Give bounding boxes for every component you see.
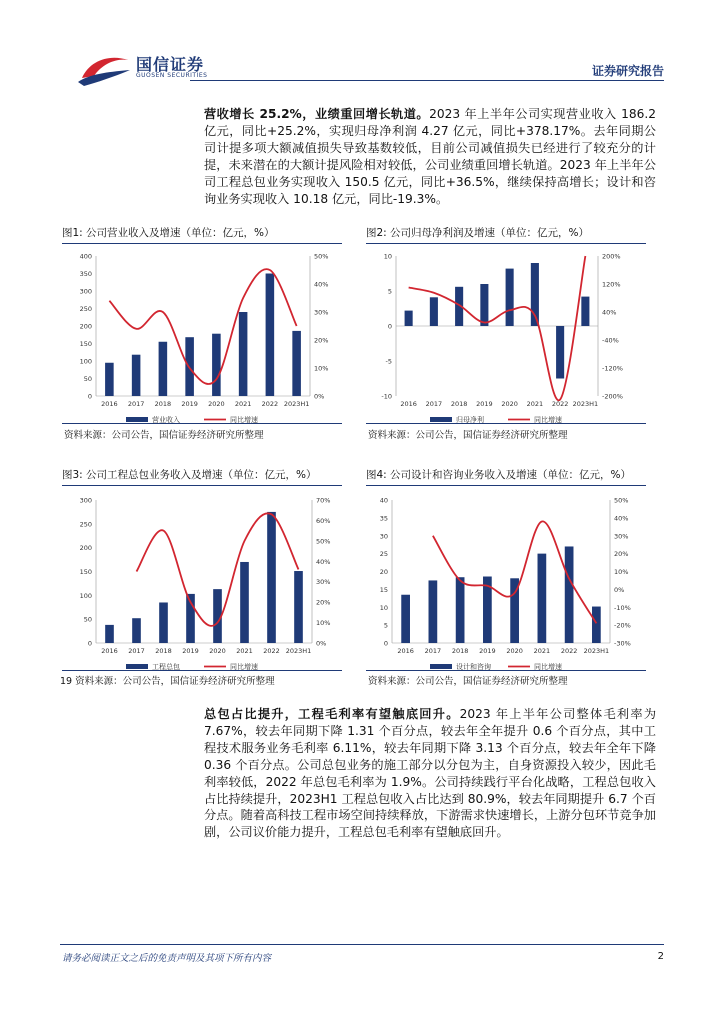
bar bbox=[401, 595, 410, 643]
legend-bar-swatch bbox=[126, 417, 148, 422]
x-tick-label: 2020 bbox=[208, 400, 225, 408]
y-tick-label: 0 bbox=[387, 322, 392, 331]
y2-tick-label: 40% bbox=[316, 557, 331, 566]
y-tick-label: 300 bbox=[79, 496, 92, 505]
x-tick-label: 2017 bbox=[127, 400, 145, 408]
y-tick-label: -5 bbox=[385, 357, 392, 366]
y2-tick-label: -120% bbox=[602, 364, 623, 373]
legend-bar-label: 工程总包 bbox=[152, 663, 180, 671]
bar bbox=[456, 577, 465, 643]
bar bbox=[240, 562, 249, 643]
y-tick-label: 350 bbox=[79, 270, 92, 278]
y2-tick-label: -30% bbox=[614, 639, 631, 648]
y2-tick-label: 10% bbox=[614, 568, 629, 576]
paragraph-revenue bbox=[204, 106, 656, 207]
bar bbox=[506, 269, 514, 326]
x-tick-label: 2019 bbox=[182, 647, 199, 655]
y-tick-label: 35 bbox=[379, 514, 388, 523]
figure-rule bbox=[62, 423, 342, 424]
y-tick-label: 250 bbox=[79, 520, 92, 529]
y-tick-label: 10 bbox=[379, 603, 388, 612]
figure-2 bbox=[366, 225, 646, 441]
figure-source: 资料来源：公司公告，国信证券经济研究所整理 bbox=[368, 430, 568, 441]
bar bbox=[592, 607, 601, 643]
footer-disclaimer: 请务必阅读正文之后的免责声明及其项下所有内容 bbox=[62, 953, 272, 964]
bar bbox=[132, 355, 141, 396]
x-tick-label: 2020 bbox=[501, 400, 518, 408]
y2-tick-label: 50% bbox=[314, 252, 329, 261]
bar bbox=[405, 311, 413, 326]
legend-line-label: 同比增速 bbox=[230, 663, 258, 671]
y2-tick-label: 50% bbox=[316, 537, 331, 546]
y2-tick-label: 40% bbox=[614, 514, 629, 523]
chart-net-profit bbox=[366, 244, 646, 424]
legend-bar-label: 设计和咨询 bbox=[456, 663, 491, 671]
legend-bar-label: 归母净利 bbox=[456, 416, 484, 424]
figure-title: 图3: 公司工程总包业务收入及增速（单位：亿元，%） bbox=[62, 469, 317, 481]
y2-tick-label: 30% bbox=[614, 532, 629, 541]
legend-bar-swatch bbox=[430, 417, 452, 422]
y-tick-label: 40 bbox=[379, 496, 388, 505]
bar bbox=[105, 625, 114, 643]
y2-tick-label: 60% bbox=[316, 516, 331, 525]
x-tick-label: 2016 bbox=[101, 647, 118, 655]
figure-1 bbox=[62, 225, 342, 441]
y2-tick-label: 30% bbox=[314, 308, 329, 317]
x-tick-label: 2019 bbox=[476, 400, 493, 408]
legend-line-label: 同比增速 bbox=[230, 416, 258, 424]
y2-tick-label: 70% bbox=[316, 496, 331, 505]
y2-tick-label: 20% bbox=[314, 336, 329, 345]
y-tick-label: 15 bbox=[379, 585, 388, 594]
figure-rule bbox=[366, 423, 646, 424]
y2-tick-label: -20% bbox=[614, 621, 631, 630]
bar bbox=[159, 342, 168, 396]
y-tick-label: 300 bbox=[79, 287, 92, 296]
bar bbox=[292, 331, 301, 396]
figure-rule bbox=[366, 670, 646, 671]
x-tick-label: 2019 bbox=[479, 647, 496, 655]
y-tick-label: 10 bbox=[383, 252, 392, 261]
bar bbox=[429, 580, 438, 643]
paragraph-body: 2023 年上半年公司整体毛利率为 7.67%，较去年同期下降 1.31 个百分点，较去年全年提升 0.6 个百分点，其中工程技术服务业务毛利率 6.11%，较去年同期下降 3.13 个百分点，较去年全年下降 0.36 个百分点。公司总包业务的施工部分以分包为主，自身资源投入较少，因此毛利率较低，2022 年总包毛利率为 1.9%。公司持续践行平台化战略，工程总包收入占比持续提升，2023H1 工程总包收入占比达到 80.9%，较去年同期提升 6.7 个百分点。随着高科技工程市场空间持续释放，下游需求快速增长，上游分包环节竞争加剧，公司议价能力提升，工程总包毛利率有望触底回升。 bbox=[204, 707, 657, 840]
y2-tick-label: 50% bbox=[614, 496, 629, 505]
figure-3 bbox=[60, 467, 342, 687]
footer-rule bbox=[60, 944, 664, 945]
x-tick-label: 2019 bbox=[181, 400, 198, 408]
x-tick-label: 2016 bbox=[101, 400, 118, 408]
x-tick-label: 2020 bbox=[209, 647, 226, 655]
bar bbox=[430, 297, 438, 326]
y2-tick-label: 0% bbox=[316, 639, 327, 648]
y2-tick-label: -40% bbox=[602, 336, 619, 345]
figure-title: 图4: 公司设计和咨询业务收入及增速（单位：亿元，%） bbox=[366, 469, 632, 481]
y-tick-label: 0 bbox=[383, 639, 388, 648]
y-tick-label: 200 bbox=[79, 544, 92, 553]
y-tick-label: 20 bbox=[379, 568, 388, 576]
legend-bar-label: 营业收入 bbox=[152, 416, 180, 424]
y2-tick-label: 30% bbox=[316, 578, 331, 587]
y-tick-label: 50 bbox=[83, 615, 92, 624]
x-tick-label: 2023H1 bbox=[283, 400, 310, 408]
x-tick-label: 2018 bbox=[155, 647, 172, 655]
y2-tick-label: 120% bbox=[602, 280, 621, 289]
bar bbox=[581, 297, 589, 326]
y-tick-label: 200 bbox=[79, 322, 92, 331]
page-number: 2 bbox=[657, 951, 664, 962]
y2-tick-label: 20% bbox=[614, 550, 629, 559]
legend-line-label: 同比增速 bbox=[534, 416, 562, 424]
figure-source: 19 资料来源：公司公告，国信证券经济研究所整理 bbox=[60, 676, 275, 687]
y-tick-label: 25 bbox=[379, 550, 388, 559]
x-tick-label: 2021 bbox=[234, 400, 252, 408]
bar bbox=[565, 546, 574, 643]
bar bbox=[239, 312, 248, 396]
x-tick-label: 2022 bbox=[560, 647, 578, 655]
x-tick-label: 2020 bbox=[506, 647, 523, 655]
paragraph-lead: 营收增长 25.2%，业绩重回增长轨道。 bbox=[204, 107, 430, 121]
legend-bar-swatch bbox=[126, 664, 148, 669]
x-tick-label: 2016 bbox=[400, 400, 417, 408]
y-tick-label: 400 bbox=[79, 252, 92, 261]
bar bbox=[294, 571, 303, 643]
chart-epc bbox=[62, 486, 342, 671]
y2-tick-label: 10% bbox=[316, 619, 331, 628]
legend-line-label: 同比增速 bbox=[534, 663, 562, 671]
chart-design-consulting bbox=[366, 486, 646, 671]
chart-revenue bbox=[62, 244, 342, 424]
y2-tick-label: 200% bbox=[602, 252, 621, 261]
y2-tick-label: 40% bbox=[314, 280, 329, 289]
x-tick-label: 2017 bbox=[425, 400, 443, 408]
y-tick-label: 100 bbox=[79, 591, 92, 600]
page-header bbox=[60, 46, 664, 90]
report-type: 证券研究报告 bbox=[591, 64, 664, 78]
y-tick-label: 250 bbox=[79, 305, 92, 313]
paragraph-margin bbox=[204, 706, 656, 841]
x-tick-label: 2017 bbox=[128, 647, 145, 655]
y-tick-label: 30 bbox=[379, 532, 388, 541]
x-tick-label: 2023H1 bbox=[583, 647, 610, 655]
y-tick-label: 5 bbox=[387, 287, 392, 296]
x-tick-label: 2018 bbox=[154, 400, 172, 408]
x-tick-label: 2018 bbox=[451, 647, 469, 655]
x-tick-label: 2022 bbox=[551, 400, 569, 408]
bar bbox=[159, 602, 168, 643]
paragraph-body: 2023 年上半年公司实现营业收入 186.2 亿元，同比+25.2%，实现归母净利润 4.27 亿元，同比+378.17%。去年同期公司计提多项大额减值损失导致基数较低，目前公司减值损失已经进行了较充分的计提，未来潜在的大额计提风险相对较低，公司业绩重回增长轨道。2023 年上半年公司工程总包业务实现收入 150.5 亿元，同比+36.5%，继续保持高增长；设计和咨询业务实现收入 10.18 亿元，同比-19.3%。 bbox=[204, 107, 657, 206]
x-tick-label: 2016 bbox=[397, 647, 414, 655]
x-tick-label: 2022 bbox=[263, 647, 280, 655]
y-tick-label: 0 bbox=[87, 639, 92, 648]
bar bbox=[266, 274, 275, 397]
y2-tick-label: -200% bbox=[602, 392, 623, 401]
figure-title: 图2: 公司归母净利润及增速（单位：亿元，%） bbox=[366, 227, 590, 239]
figure-4 bbox=[366, 467, 646, 687]
bar bbox=[105, 363, 114, 396]
logo-text-cn: 国信证券 bbox=[136, 55, 205, 74]
x-tick-label: 2021 bbox=[526, 400, 544, 408]
y2-tick-label: 40% bbox=[602, 308, 617, 317]
x-tick-label: 2021 bbox=[236, 647, 253, 655]
bar bbox=[132, 618, 141, 643]
bar bbox=[267, 512, 276, 643]
x-tick-label: 2017 bbox=[424, 647, 442, 655]
x-tick-label: 2023H1 bbox=[285, 647, 312, 655]
y-tick-label: 150 bbox=[79, 340, 92, 348]
y2-tick-label: 20% bbox=[316, 598, 331, 607]
bar bbox=[556, 326, 564, 379]
bar bbox=[538, 554, 547, 643]
bar bbox=[212, 334, 221, 396]
y-tick-label: 100 bbox=[79, 357, 92, 366]
y2-tick-label: 0% bbox=[614, 585, 625, 594]
figure-rule bbox=[62, 670, 342, 671]
y-tick-label: 50 bbox=[83, 375, 92, 383]
figure-title: 图1: 公司营业收入及增速（单位：亿元，%） bbox=[62, 227, 275, 239]
paragraph-lead: 总包占比提升，工程毛利率有望触底回升。 bbox=[204, 707, 460, 721]
y2-tick-label: 0% bbox=[314, 392, 325, 401]
y-tick-label: -10 bbox=[381, 392, 392, 401]
y2-tick-label: 10% bbox=[314, 364, 329, 373]
y-tick-label: 5 bbox=[383, 621, 388, 630]
x-tick-label: 2021 bbox=[533, 647, 551, 655]
figure-source: 资料来源：公司公告，国信证券经济研究所整理 bbox=[368, 676, 568, 687]
y2-tick-label: -10% bbox=[614, 603, 631, 612]
logo-text-en: GUOSEN SECURITIES bbox=[136, 72, 208, 79]
y-tick-label: 150 bbox=[79, 568, 92, 576]
y-tick-label: 0 bbox=[87, 392, 92, 401]
header-rule bbox=[190, 80, 664, 81]
legend-bar-swatch bbox=[430, 664, 452, 669]
x-tick-label: 2022 bbox=[261, 400, 279, 408]
bar bbox=[480, 284, 488, 326]
x-tick-label: 2023H1 bbox=[572, 400, 599, 408]
figure-source: 资料来源：公司公告，国信证券经济研究所整理 bbox=[64, 430, 264, 441]
x-tick-label: 2018 bbox=[450, 400, 468, 408]
